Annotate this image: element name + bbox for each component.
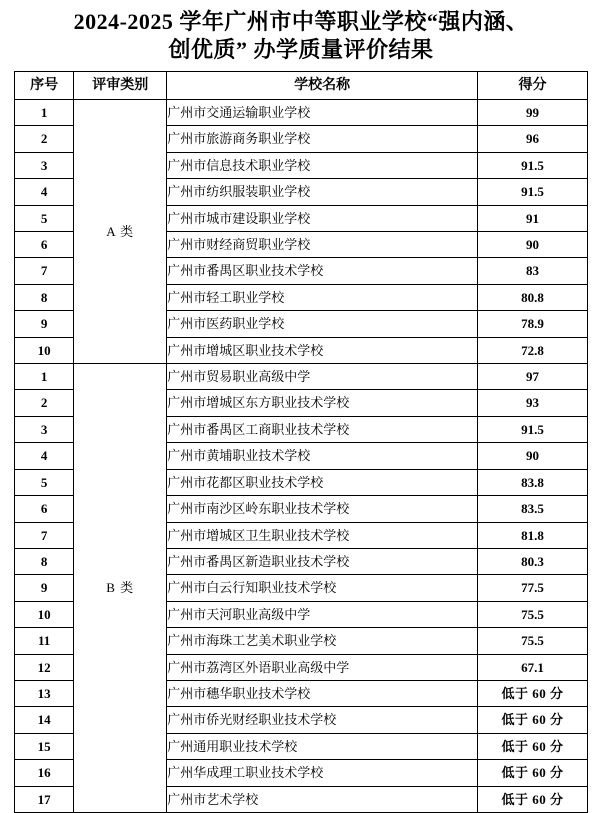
row-index: 1 — [15, 364, 74, 390]
school-name: 广州市旅游商务职业学校 — [167, 126, 478, 152]
row-index: 2 — [15, 126, 74, 152]
row-index: 11 — [15, 628, 74, 654]
row-index: 17 — [15, 786, 74, 812]
score-value: 93 — [478, 390, 588, 416]
evaluation-results-table — [14, 71, 588, 813]
row-index: 5 — [15, 205, 74, 231]
score-value: 低于 60 分 — [478, 680, 588, 706]
category-label-a: A 类 — [74, 100, 167, 364]
school-name: 广州市南沙区岭东职业技术学校 — [167, 496, 478, 522]
school-name: 广州华成理工职业技术学校 — [167, 760, 478, 786]
row-index: 10 — [15, 337, 74, 363]
row-index: 13 — [15, 680, 74, 706]
school-name: 广州市轻工职业学校 — [167, 284, 478, 310]
row-index: 4 — [15, 443, 74, 469]
row-index: 5 — [15, 469, 74, 495]
table-header — [15, 72, 588, 100]
school-name: 广州市黄埔职业技术学校 — [167, 443, 478, 469]
score-value: 91.5 — [478, 416, 588, 442]
score-value: 99 — [478, 100, 588, 126]
score-value: 80.8 — [478, 284, 588, 310]
score-value: 97 — [478, 364, 588, 390]
school-name: 广州市番禺区职业技术学校 — [167, 258, 478, 284]
score-value: 67.1 — [478, 654, 588, 680]
score-value: 90 — [478, 443, 588, 469]
school-name: 广州市信息技术职业学校 — [167, 152, 478, 178]
school-name: 广州市番禺区工商职业技术学校 — [167, 416, 478, 442]
score-value: 83.5 — [478, 496, 588, 522]
school-name: 广州市交通运输职业学校 — [167, 100, 478, 126]
score-value: 80.3 — [478, 548, 588, 574]
column-header-index: 序号 — [15, 72, 74, 100]
row-index: 14 — [15, 707, 74, 733]
school-name: 广州市艺术学校 — [167, 786, 478, 812]
score-value: 低于 60 分 — [478, 786, 588, 812]
school-name: 广州通用职业技术学校 — [167, 733, 478, 759]
score-value: 90 — [478, 232, 588, 258]
score-value: 91.5 — [478, 179, 588, 205]
score-value: 81.8 — [478, 522, 588, 548]
row-index: 12 — [15, 654, 74, 680]
row-index: 4 — [15, 179, 74, 205]
school-name: 广州市天河职业高级中学 — [167, 601, 478, 627]
row-index: 8 — [15, 548, 74, 574]
school-name: 广州市纺织服装职业学校 — [167, 179, 478, 205]
column-header-category: 评审类别 — [74, 72, 167, 100]
row-index: 10 — [15, 601, 74, 627]
page-title-line-2: 创优质” 办学质量评价结果 — [168, 36, 434, 62]
school-name: 广州市财经商贸职业学校 — [167, 232, 478, 258]
school-name: 广州市侨光财经职业技术学校 — [167, 707, 478, 733]
row-index: 16 — [15, 760, 74, 786]
column-header-school: 学校名称 — [167, 72, 478, 100]
score-value: 96 — [478, 126, 588, 152]
score-value: 78.9 — [478, 311, 588, 337]
school-name: 广州市医药职业学校 — [167, 311, 478, 337]
row-index: 8 — [15, 284, 74, 310]
category-label-b: B 类 — [74, 364, 167, 813]
table-row — [15, 364, 588, 390]
row-index: 7 — [15, 522, 74, 548]
score-value: 低于 60 分 — [478, 707, 588, 733]
school-name: 广州市增城区东方职业技术学校 — [167, 390, 478, 416]
row-index: 7 — [15, 258, 74, 284]
school-name: 广州市花都区职业技术学校 — [167, 469, 478, 495]
score-value: 77.5 — [478, 575, 588, 601]
school-name: 广州市贸易职业高级中学 — [167, 364, 478, 390]
row-index: 9 — [15, 575, 74, 601]
table-header-row — [15, 72, 588, 100]
school-name: 广州市荔湾区外语职业高级中学 — [167, 654, 478, 680]
school-name: 广州市城市建设职业学校 — [167, 205, 478, 231]
page-title — [14, 8, 588, 63]
school-name: 广州市穗华职业技术学校 — [167, 680, 478, 706]
school-name: 广州市番禺区新造职业技术学校 — [167, 548, 478, 574]
table-body — [15, 100, 588, 813]
score-value: 75.5 — [478, 628, 588, 654]
table-row — [15, 100, 588, 126]
row-index: 15 — [15, 733, 74, 759]
row-index: 3 — [15, 416, 74, 442]
row-index: 9 — [15, 311, 74, 337]
score-value: 83 — [478, 258, 588, 284]
row-index: 3 — [15, 152, 74, 178]
row-index: 1 — [15, 100, 74, 126]
score-value: 低于 60 分 — [478, 760, 588, 786]
school-name: 广州市海珠工艺美术职业学校 — [167, 628, 478, 654]
score-value: 91 — [478, 205, 588, 231]
row-index: 2 — [15, 390, 74, 416]
score-value: 低于 60 分 — [478, 733, 588, 759]
score-value: 75.5 — [478, 601, 588, 627]
school-name: 广州市白云行知职业技术学校 — [167, 575, 478, 601]
score-value: 72.8 — [478, 337, 588, 363]
score-value: 83.8 — [478, 469, 588, 495]
row-index: 6 — [15, 496, 74, 522]
school-name: 广州市增城区卫生职业技术学校 — [167, 522, 478, 548]
score-value: 91.5 — [478, 152, 588, 178]
page-title-line-1: 2024-2025 学年广州市中等职业学校“强内涵、 — [73, 9, 529, 34]
column-header-score: 得分 — [478, 72, 588, 100]
school-name: 广州市增城区职业技术学校 — [167, 337, 478, 363]
row-index: 6 — [15, 232, 74, 258]
